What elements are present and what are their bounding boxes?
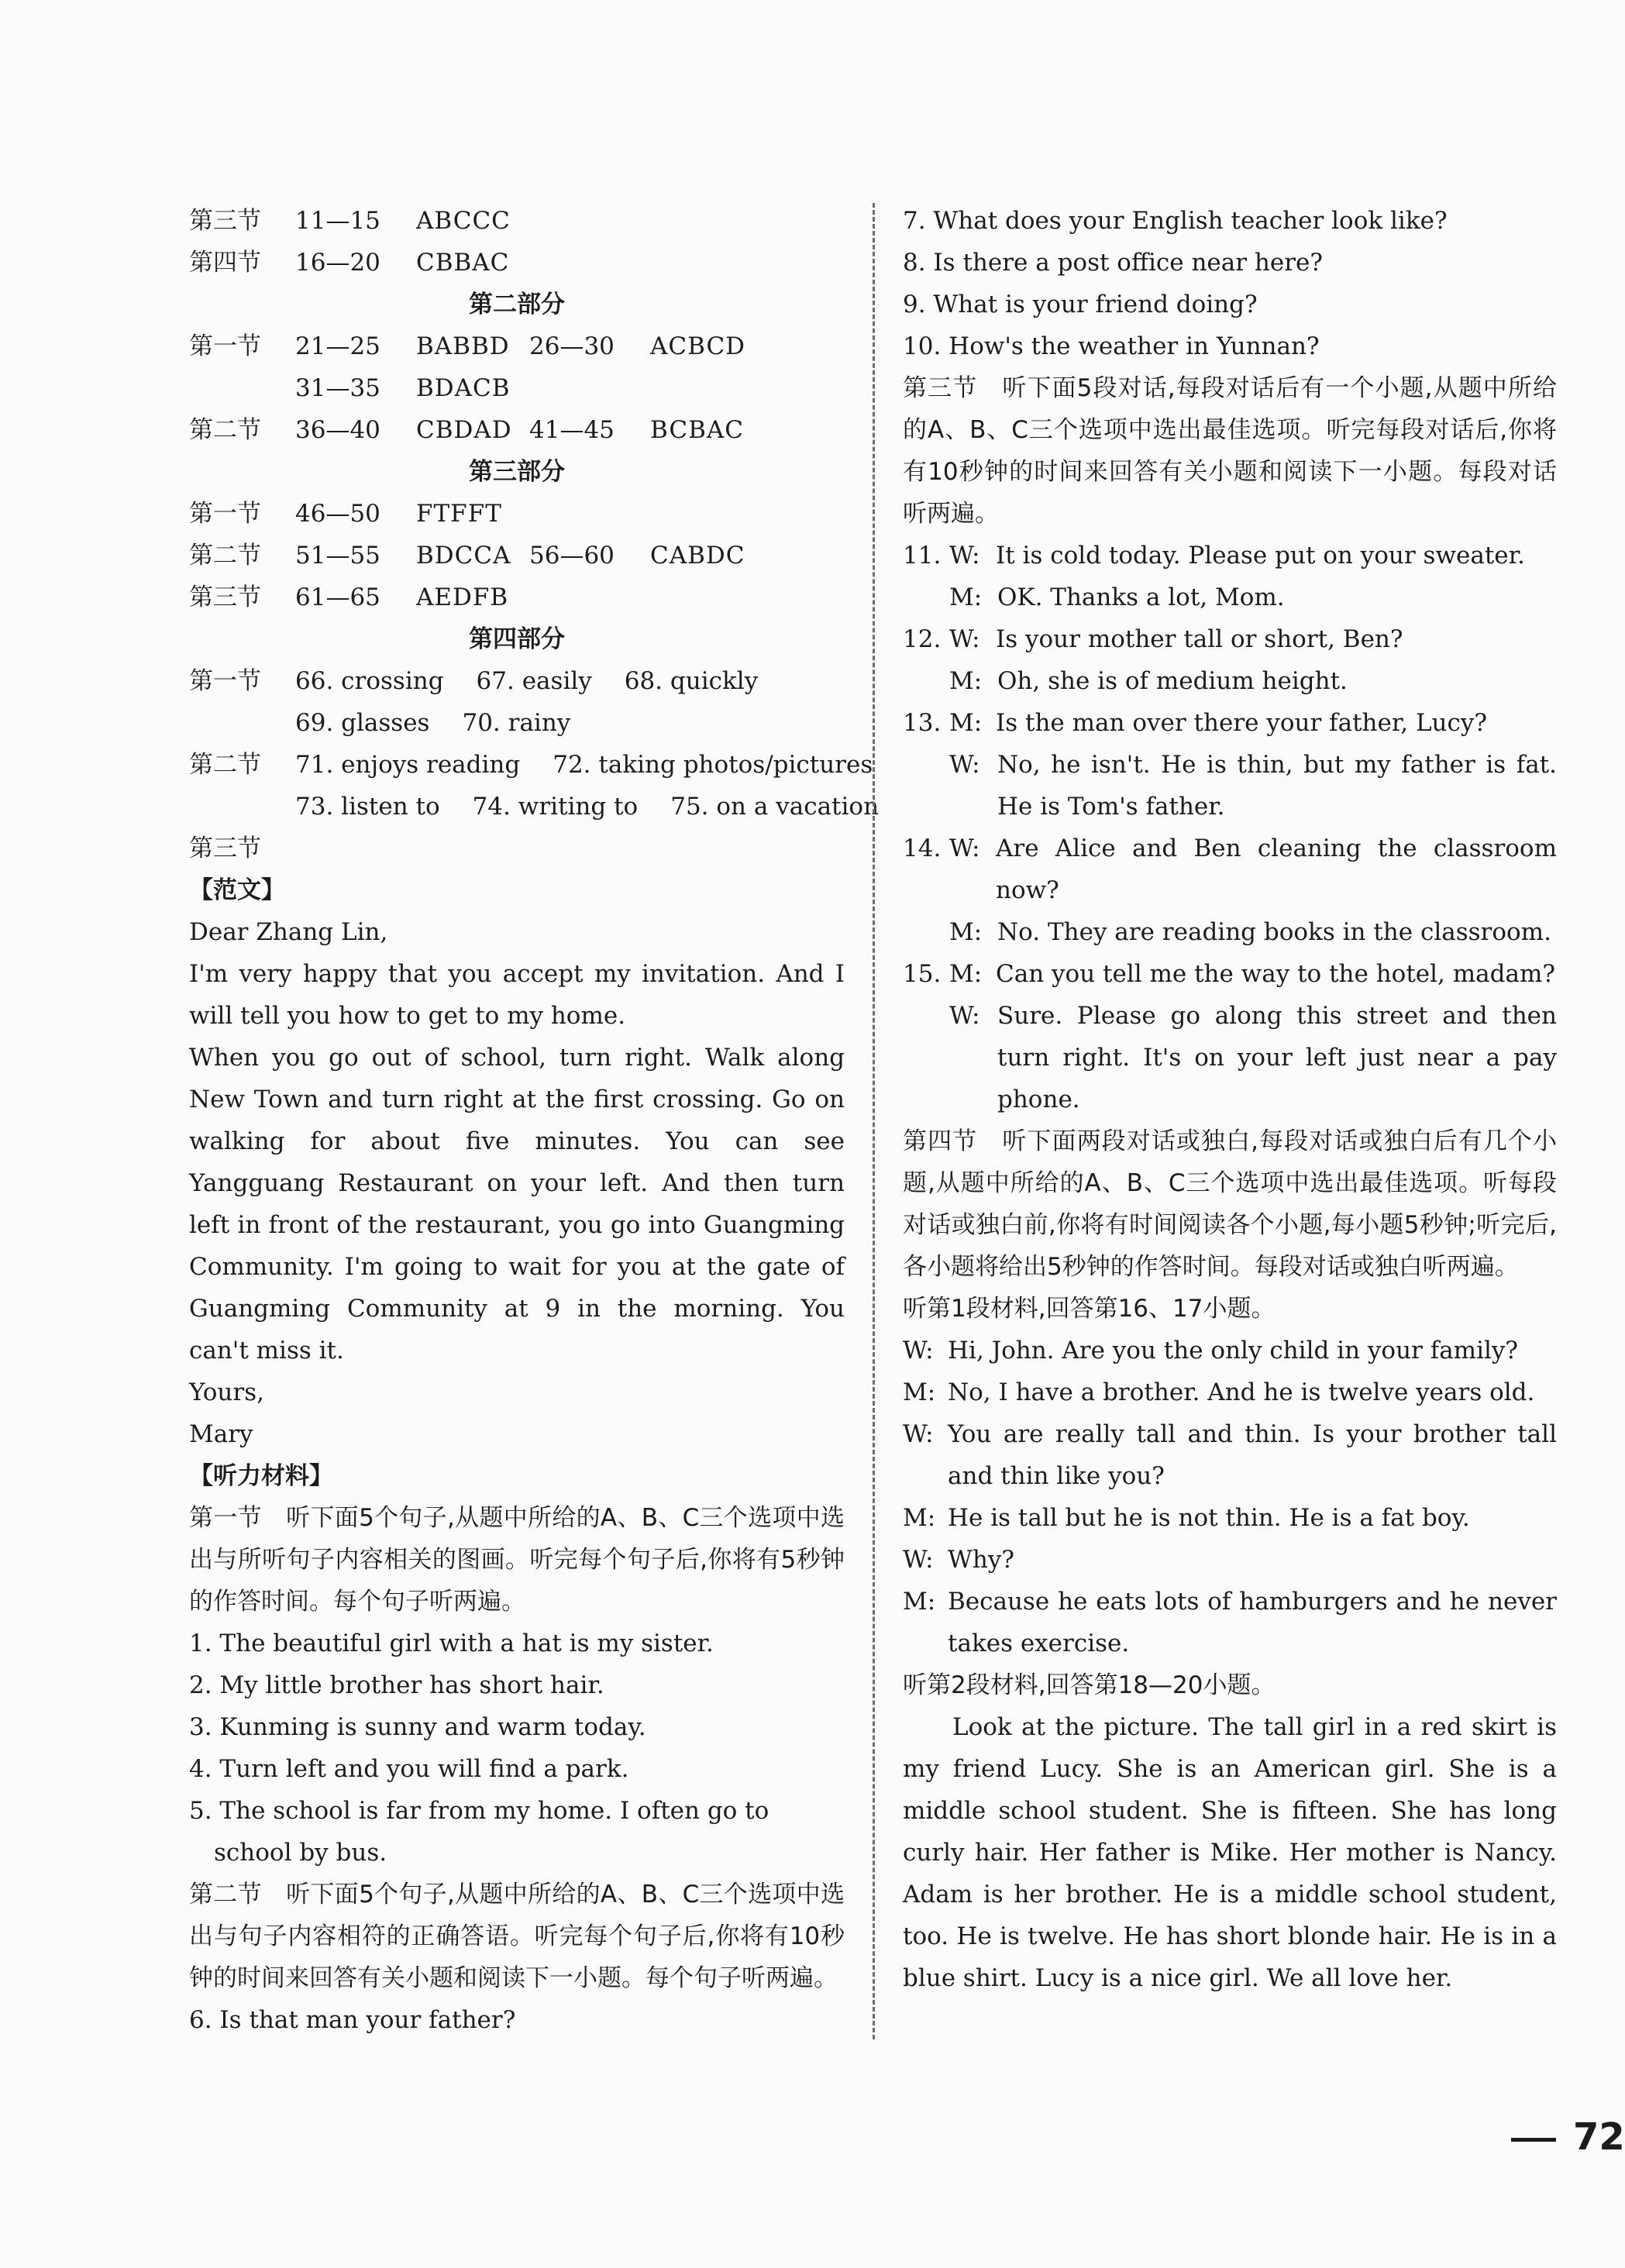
dialogue-text: Are Alice and Ben cleaning the classroom now?: [996, 835, 1557, 904]
answer-row: [189, 786, 880, 828]
answer-item: 71. enjoys reading: [295, 751, 521, 779]
letter-greeting: Dear Zhang Lin,: [189, 918, 388, 946]
question-number: 14.: [903, 835, 942, 862]
letter-paragraph: When you go out of school, turn right. Walk along New Town and turn right at the first crossing. Go on walking for about five minutes. You can see Yangguang Restaurant on your left. And then turn left in front of the restaurant, you go into Guangming Community. I'm going to wait for you at the gate of Guangming Community at 9 in the morning. You can't miss it.: [189, 1044, 845, 1365]
dialogue-text: Why?: [948, 1546, 1014, 1574]
question-range: 26—30: [529, 332, 615, 360]
answer-row: [189, 242, 845, 284]
dialogue-text: Is the man over there your father, Lucy?: [996, 709, 1488, 737]
speaker-label: W:: [903, 1420, 934, 1448]
answer-item: 73. listen to: [295, 793, 440, 821]
section-label: 第一节: [189, 332, 261, 360]
dialogue-text: No, he isn't. He is thin, but my father is fat. He is Tom's father.: [997, 751, 1557, 821]
answer-item: 68. quickly: [624, 667, 759, 695]
section-label: 第三节: [189, 207, 261, 235]
dialogue-text: Can you tell me the way to the hotel, madam?: [996, 960, 1555, 988]
dialogue-line: [903, 660, 1557, 702]
listening-sentence: 1. The beautiful girl with a hat is my sister.: [189, 1630, 714, 1657]
dialogue-line: [903, 744, 1557, 828]
answer-letters: BDACB: [416, 374, 511, 402]
dialogue-text: Sure. Please go along this street and then turn right. It's on your left just near a pay phone.: [997, 1002, 1557, 1113]
dialogue-line: [903, 535, 1557, 576]
speaker-label: M:: [949, 960, 983, 988]
question-range: 56—60: [529, 542, 615, 570]
letter-closing: Yours,: [189, 1378, 264, 1406]
dialogue-text: Oh, she is of medium height.: [997, 667, 1348, 695]
answer-letters: ABCCC: [416, 207, 511, 235]
dialogue-text: He is tall but he is not thin. He is a fat boy.: [948, 1504, 1470, 1532]
dialogue-line: [903, 576, 1557, 618]
answer-letters: BCBAC: [650, 416, 744, 444]
letter-signature: Mary: [189, 1420, 253, 1448]
monologue-paragraph: Look at the picture. The tall girl in a red skirt is my friend Lucy. She is an American girl. She is a middle school student. She is fifteen. She has long curly hair. Her father is Mike. Her mother is Nancy. Adam is her brother. He is a middle school student, too. He is twelve. He has short blonde hair. He is in a blue shirt. Lucy is a nice girl. We all love her.: [903, 1713, 1557, 1992]
dialogue-line: [903, 995, 1557, 1120]
dialogue-line: [903, 828, 1557, 911]
section-label: 第四节: [189, 249, 261, 277]
part-heading: 第三部分: [469, 458, 565, 486]
section-label: 第一节: [189, 500, 261, 528]
answer-row: [189, 744, 873, 786]
question-number: 12.: [903, 625, 942, 653]
question-range: 11—15: [295, 207, 380, 235]
section-label: 第一节: [189, 667, 261, 695]
answer-item: 75. on a vacation: [670, 793, 880, 821]
answer-item: 70. rainy: [462, 709, 571, 737]
dialogue-line: [903, 1371, 1557, 1413]
answer-row: [189, 367, 845, 409]
answer-letters: BDCCA: [416, 542, 511, 570]
question-range: 36—40: [295, 416, 380, 444]
dialogue-line: [903, 1581, 1557, 1664]
speaker-label: M:: [949, 709, 983, 737]
answer-item: 74. writing to: [472, 793, 639, 821]
dialogue-text: OK. Thanks a lot, Mom.: [997, 583, 1285, 611]
listening-material-label: 【听力材料】: [189, 1462, 333, 1490]
material-title: 听第1段材料,回答第16、17小题。: [903, 1295, 1276, 1323]
speaker-label: M:: [903, 1588, 936, 1616]
listening-sentence: 8. Is there a post office near here?: [903, 249, 1324, 277]
dialogue-text: Because he eats lots of hamburgers and he never takes exercise.: [948, 1588, 1557, 1657]
answer-row: [189, 535, 845, 576]
answer-letters: AEDFB: [416, 583, 509, 611]
part-heading: 第二部分: [469, 291, 565, 318]
answer-row: [189, 409, 845, 451]
question-range: 31—35: [295, 374, 380, 402]
listening-sentence: 9. What is your friend doing?: [903, 291, 1258, 318]
question-range: 41—45: [529, 416, 615, 444]
question-range: 51—55: [295, 542, 380, 570]
listening-sentence: 3. Kunming is sunny and warm today.: [189, 1713, 646, 1741]
dialogue-text: No, I have a brother. And he is twelve years old.: [948, 1378, 1535, 1406]
speaker-label: W:: [949, 751, 980, 779]
left-column: [189, 200, 880, 2041]
answer-row: [189, 576, 845, 618]
question-range: 46—50: [295, 500, 380, 528]
answer-letters: FTFFT: [416, 500, 502, 528]
dialogue-line: [903, 618, 1557, 660]
speaker-label: M:: [949, 583, 983, 611]
part-heading: 第四部分: [469, 625, 565, 653]
listening-sentence: 6. Is that man your father?: [189, 2006, 516, 2034]
listening-sentence: 4. Turn left and you will find a park.: [189, 1755, 629, 1783]
section-instruction: 第一节 听下面5个句子,从题中所给的A、B、C三个选项中选出与所听句子内容相关的图画。听完每个句子后,你将有5秒钟的作答时间。每个句子听两遍。: [189, 1504, 845, 1616]
page-number: [1511, 2115, 1625, 2159]
section-instruction: 第三节 听下面5段对话,每段对话后有一个小题,从题中所给的A、B、C三个选项中选出最佳选项。听完每段对话后,你将有10秒钟的时间来回答有关小题和阅读下一小题。每段对话听两遍。: [903, 374, 1557, 528]
section-label: 第三节: [189, 835, 261, 862]
dialogue-text: You are really tall and thin. Is your brother tall and thin like you?: [948, 1420, 1557, 1490]
column-divider: [873, 203, 875, 2039]
section-label: 第三节: [189, 583, 261, 611]
answer-letters: CABDC: [650, 542, 745, 570]
question-number: 11.: [903, 542, 942, 570]
dialogue-line: [903, 911, 1557, 953]
listening-sentence: 5. The school is far from my home. I often go to school by bus.: [189, 1797, 769, 1867]
answer-item: 67. easily: [476, 667, 592, 695]
section-label: 第二节: [189, 542, 261, 570]
answer-letters: CBBAC: [416, 249, 510, 277]
answer-row: [189, 702, 845, 744]
speaker-label: W:: [949, 542, 980, 570]
answer-row: [189, 828, 845, 869]
speaker-label: M:: [949, 918, 983, 946]
speaker-label: W:: [949, 625, 980, 653]
dialogue-line: [903, 1413, 1557, 1497]
page-number-value: 72: [1573, 2115, 1625, 2159]
speaker-label: W:: [949, 835, 980, 862]
speaker-label: W:: [903, 1546, 934, 1574]
answer-item: 72. taking photos/pictures: [553, 751, 873, 779]
question-number: 15.: [903, 960, 942, 988]
material-title: 听第2段材料,回答第18—20小题。: [903, 1671, 1276, 1699]
section-label: 第二节: [189, 751, 261, 779]
section-label: 第二节: [189, 416, 261, 444]
dialogue-text: It is cold today. Please put on your sweater.: [996, 542, 1525, 570]
dialogue-text: No. They are reading books in the classroom.: [997, 918, 1551, 946]
dialogue-line: [903, 1497, 1557, 1539]
listening-sentence: 10. How's the weather in Yunnan?: [903, 332, 1320, 360]
answer-row: [189, 200, 845, 242]
question-range: 16—20: [295, 249, 380, 277]
letter-paragraph: I'm very happy that you accept my invitation. And I will tell you how to get to my home.: [189, 960, 845, 1030]
speaker-label: W:: [949, 1002, 980, 1030]
sample-essay-label: 【范文】: [189, 876, 285, 904]
listening-sentence: 7. What does your English teacher look like?: [903, 207, 1448, 235]
answer-row: [189, 493, 845, 535]
listening-sentence: 2. My little brother has short hair.: [189, 1671, 604, 1699]
answer-item: 69. glasses: [295, 709, 430, 737]
speaker-label: M:: [903, 1504, 936, 1532]
dialogue-line: [903, 702, 1557, 744]
speaker-label: W:: [903, 1337, 934, 1365]
question-range: 21—25: [295, 332, 380, 360]
question-number: 13.: [903, 709, 942, 737]
question-range: 61—65: [295, 583, 380, 611]
right-column: [903, 200, 1557, 1999]
page-number-dash: [1511, 2138, 1556, 2142]
section-instruction: 第四节 听下面两段对话或独白,每段对话或独白后有几个小题,从题中所给的A、B、C三个选项中选出最佳选项。听每段对话或独白前,你将有时间阅读各个小题,每小题5秒钟;听完后,各小题将给出5秒钟的作答时间。每段对话或独白听两遍。: [903, 1127, 1557, 1281]
answer-item: 66. crossing: [295, 667, 444, 695]
speaker-label: M:: [949, 667, 983, 695]
answer-row: [189, 325, 845, 367]
answer-row: [189, 660, 845, 702]
answer-letters: CBDAD: [416, 416, 512, 444]
section-instruction: 第二节 听下面5个句子,从题中所给的A、B、C三个选项中选出与句子内容相符的正确答语。听完每个句子后,你将有10秒钟的时间来回答有关小题和阅读下一小题。每个句子听两遍。: [189, 1881, 845, 1992]
answer-letters: BABBD: [416, 332, 510, 360]
speaker-label: M:: [903, 1378, 936, 1406]
dialogue-line: [903, 1330, 1557, 1371]
dialogue-text: Hi, John. Are you the only child in your family?: [948, 1337, 1519, 1365]
dialogue-text: Is your mother tall or short, Ben?: [996, 625, 1403, 653]
answer-letters: ACBCD: [650, 332, 746, 360]
dialogue-line: [903, 953, 1557, 995]
dialogue-line: [903, 1539, 1557, 1581]
